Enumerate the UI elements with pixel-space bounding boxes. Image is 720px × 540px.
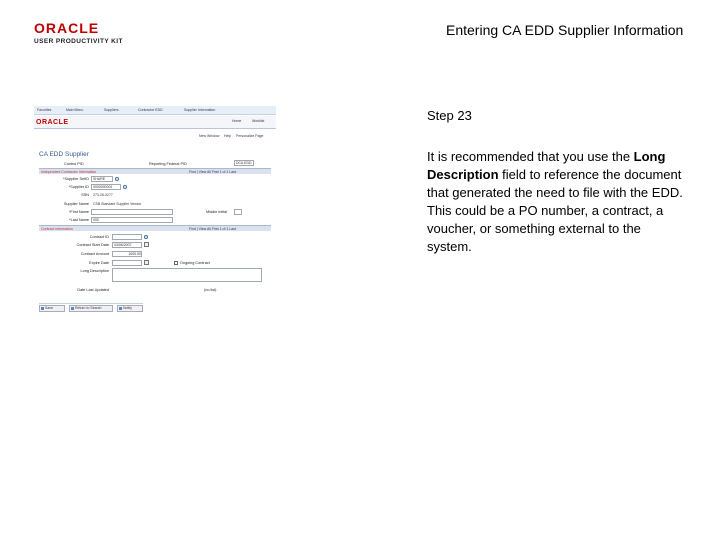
link-home[interactable]: Home (232, 119, 242, 123)
lookup-icon[interactable] (123, 185, 127, 189)
screenshot-brand-bar (34, 116, 276, 129)
nav-suppliers[interactable]: Suppliers (104, 108, 119, 112)
first-name-label: *First Name (68, 210, 89, 214)
section-title: Contract Information (41, 227, 73, 231)
first-name-input[interactable] (91, 209, 173, 215)
long-description-label: Long Description (80, 269, 109, 273)
supplier-setid-input[interactable]: SHARE (91, 176, 113, 182)
calendar-icon[interactable] (144, 260, 149, 265)
nav-supplier-information[interactable]: Supplier Information (184, 108, 216, 112)
logo-subtitle: USER PRODUCTIVITY KIT (34, 38, 123, 45)
middle-initial-label: Middle Initial (206, 210, 228, 214)
contract-id-label: Contract ID (89, 235, 109, 239)
supplier-name-value: CSB Standard Supplier Vendor (91, 201, 171, 207)
link-worklist[interactable]: Worklist (252, 119, 265, 123)
contract-id-input[interactable] (112, 234, 142, 240)
nav-main-menu[interactable]: Main Menu (66, 108, 84, 112)
date-last-updated-value: (no list) (204, 288, 217, 292)
ongoing-contract-label: Ongoing Contract (180, 261, 210, 265)
step-highlight: Long Description (427, 149, 666, 182)
control-pid-label: Control PID (64, 162, 84, 166)
date-last-updated-label: Date Last Updated (77, 288, 109, 292)
section-contract-information (39, 225, 271, 231)
link-personalize-page[interactable]: Personalize Page (236, 134, 264, 138)
step-title: Step 23 (427, 108, 472, 123)
contract-amount-label: Contract Amount (80, 252, 109, 256)
save-button[interactable]: Save (39, 305, 65, 312)
contract-amount-input[interactable]: 1000.00 (112, 251, 142, 257)
ssn-label: SSN (81, 193, 89, 197)
section-nav[interactable]: Find | View All First 1 of 1 Last (189, 170, 236, 174)
return-to-search-button[interactable]: Return to Search (69, 305, 113, 312)
document-title: Entering CA EDD Supplier Information (446, 22, 684, 38)
expire-date-label: Expire Date (89, 261, 109, 265)
ssn-value: 273-26-0277 (91, 192, 121, 198)
application-screenshot (34, 106, 276, 313)
step-text-after: field to reference the document that generated the need to file with the EDD. This could be a PO number, a contract, a voucher, or something external to the system. (427, 167, 683, 254)
section-title: Independent Contractor Information (41, 170, 97, 174)
supplier-id-input[interactable]: 0000000001 (91, 184, 121, 190)
last-name-label: *Last Name (69, 218, 89, 222)
lookup-icon[interactable] (144, 235, 148, 239)
supplier-name-label: Supplier Name (63, 202, 89, 206)
supplier-setid-label: *Supplier SetID (63, 177, 89, 181)
contract-start-date-input[interactable]: 03/06/2007 (112, 242, 142, 248)
screenshot-oracle-logo: ORACLE (36, 119, 69, 126)
contract-start-date-label: Contract Start Date (76, 243, 109, 247)
last-name-input[interactable]: 000 (91, 217, 173, 223)
section-independent-contractor (39, 168, 271, 174)
logo-brand: ORACLE (34, 20, 100, 36)
section-nav[interactable]: Find | View All First 1 of 1 Last (189, 227, 236, 231)
link-new-window[interactable]: New Window (199, 134, 220, 138)
step-text-before: It is recommended that you use the (427, 149, 634, 164)
oracle-upk-logo (34, 20, 126, 50)
nav-contractor-edd[interactable]: Contractor EDD (138, 108, 163, 112)
ongoing-contract-checkbox[interactable] (174, 261, 178, 265)
screenshot-page-title: CA EDD Supplier (39, 151, 89, 158)
middle-initial-input[interactable] (234, 209, 242, 215)
link-help[interactable]: Help (224, 134, 232, 138)
reporting-pid-box: DCA EDD (234, 160, 254, 166)
screenshot-top-nav (34, 106, 276, 115)
reporting-pid-label: Reporting Federal PID (149, 162, 187, 166)
notify-button[interactable]: Notify (117, 305, 143, 312)
long-description-textarea[interactable] (112, 268, 262, 282)
step-description (427, 148, 689, 256)
supplier-id-label: *Supplier ID (68, 185, 89, 189)
calendar-icon[interactable] (144, 242, 149, 247)
nav-favorites[interactable]: Favorites (37, 108, 52, 112)
screenshot-button-bar (39, 303, 143, 312)
lookup-icon[interactable] (115, 177, 119, 181)
expire-date-input[interactable] (112, 260, 142, 266)
